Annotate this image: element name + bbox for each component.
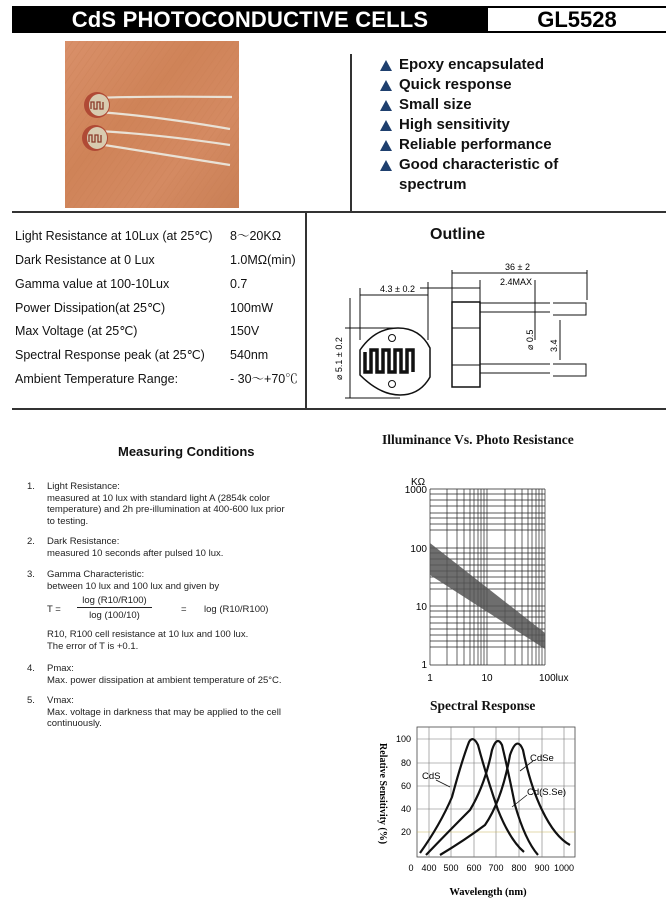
spec-row: [15, 273, 305, 295]
spec-label: Light Resistance at 10Lux (at 25℃): [15, 229, 213, 243]
item-number: 4.: [27, 663, 35, 674]
feature-item: [380, 95, 660, 115]
spec-value: 100mW: [230, 301, 274, 315]
spec-label: Spectral Response peak (at 25℃): [15, 348, 205, 362]
feature-item: [380, 55, 660, 75]
formula-note: The error of T is +0.1.: [47, 640, 139, 652]
item-number: 3.: [27, 569, 35, 580]
x-tick: 800: [511, 863, 527, 873]
outline-title: Outline: [430, 226, 486, 243]
spec-row: [15, 344, 305, 366]
x-tick: 600: [466, 863, 482, 873]
measuring-conditions-list: [27, 481, 327, 741]
feature-text: Quick response: [399, 76, 512, 93]
x-tick: 400: [421, 863, 437, 873]
feature-text: High sensitivity: [399, 116, 510, 133]
title-banner: CdS PHOTOCONDUCTIVE CELLS: [12, 6, 488, 33]
formula-denominator: log (100/10): [89, 610, 140, 621]
cds-label: CdS: [422, 771, 441, 782]
spectral-chart: [370, 715, 590, 900]
gamma-formula: [47, 595, 307, 625]
measuring-conditions-title: Measuring Conditions: [118, 444, 255, 459]
cdsse-label: Cd(S.Se): [527, 787, 567, 798]
spec-value: 150V: [230, 324, 260, 338]
product-photo: [65, 41, 239, 208]
condition-heading: Gamma Characteristic:: [47, 569, 145, 580]
illuminance-chart-title: Illuminance Vs. Photo Resistance: [382, 432, 574, 447]
y-tick: 80: [400, 758, 411, 768]
cdse-label: CdSe: [530, 753, 554, 764]
spec-label: Ambient Temperature Range:: [15, 372, 179, 386]
condition-text: Max. voltage in darkness that may be applied to the cell: [47, 706, 281, 718]
spec-row: [15, 297, 305, 319]
spec-value: 540nm: [230, 348, 269, 362]
condition-heading: Dark Resistance:: [47, 536, 120, 547]
y-unit: KΩ: [411, 477, 426, 488]
condition-text: Max. power dissipation at ambient temperature of 25°C.: [47, 674, 282, 686]
item-number: 5.: [27, 695, 35, 706]
y-tick: 100: [410, 544, 427, 555]
x-tick: 10: [481, 673, 493, 684]
outline-drawing: [320, 262, 660, 400]
x-tick: 900: [534, 863, 550, 873]
condition-heading: Pmax:: [47, 663, 74, 674]
formula-rhs: log (R10/R100): [204, 604, 269, 615]
spec-value: - 30～+70℃: [230, 372, 298, 386]
triangle-bullet-icon: [380, 140, 392, 151]
x-tick: 100lux: [539, 673, 569, 684]
spec-value: 0.7: [230, 277, 248, 291]
section-divider-bottom: [12, 408, 666, 410]
formula-lhs: T =: [47, 604, 61, 615]
spec-value: 8～20KΩ: [230, 229, 282, 243]
triangle-bullet-icon: [380, 60, 392, 71]
dim-width: 4.3 ± 0.2: [380, 284, 415, 294]
item-number: 1.: [27, 481, 35, 492]
y-tick: 20: [400, 827, 411, 837]
feature-text: Reliable performance: [399, 136, 552, 153]
feature-text: Small size: [399, 96, 472, 113]
x-axis-label: Wavelength (nm): [449, 887, 527, 898]
model-number: GL5528: [488, 6, 666, 33]
x-tick: 500: [443, 863, 459, 873]
feature-item: [380, 155, 660, 175]
condition-text: measured at 10 lux with standard light A (2854k color: [47, 492, 270, 504]
spec-value: 1.0MΩ(min): [230, 253, 296, 267]
dim-diameter: ⌀ 5.1 ± 0.2: [334, 337, 344, 380]
dim-length: 36 ± 2: [505, 262, 530, 272]
formula-notes: [47, 629, 317, 652]
spec-divider: [305, 212, 307, 408]
feature-item: [380, 75, 660, 95]
formula-note: R10, R100 cell resistance at 10 lux and 100 lux.: [47, 629, 249, 640]
condition-text: continuously.: [47, 718, 102, 729]
section-divider-top: [12, 211, 666, 213]
y-tick: 40: [400, 804, 411, 814]
y-tick: 60: [400, 781, 411, 791]
spec-label: Gamma value at 100-10Lux: [15, 277, 170, 291]
spectral-chart-title: Spectral Response: [430, 698, 536, 713]
triangle-bullet-icon: [380, 120, 392, 131]
condition-text: measured 10 seconds after pulsed 10 lux.: [47, 547, 224, 559]
x-tick: 700: [488, 863, 504, 873]
spec-label: Power Dissipation(at 25℃): [15, 301, 166, 315]
feature-item-continued: [380, 175, 660, 195]
formula-numerator: log (R10/R100): [77, 595, 152, 608]
x-tick: 1000: [553, 863, 575, 873]
triangle-bullet-icon: [380, 80, 392, 91]
feature-text: Good characteristic of: [399, 156, 559, 173]
y-tick: 100: [395, 734, 411, 744]
feature-list: [380, 55, 660, 195]
dim-height: 2.4MAX: [500, 277, 533, 287]
feature-text: spectrum: [399, 176, 467, 193]
condition-text: temperature) and 2h pre-illumination at 400-600 lux prior: [47, 504, 285, 515]
dim-lead-diameter: ⌀ 0.5: [525, 329, 535, 350]
condition-text: to testing.: [47, 515, 89, 527]
feature-divider: [350, 54, 352, 212]
spec-row: [15, 225, 305, 247]
spec-row: [15, 320, 305, 342]
dim-pitch: 3.4: [549, 339, 559, 352]
item-number: 2.: [27, 536, 35, 547]
spec-label: Dark Resistance at 0 Lux: [15, 253, 155, 267]
y-tick: 10: [415, 602, 427, 613]
x-tick: 1: [427, 673, 433, 684]
spec-label: Max Voltage (at 25℃): [15, 324, 138, 338]
condition-text: between 10 lux and 100 lux and given by: [47, 580, 220, 592]
y-axis-label: Relative Sensitivity (%): [377, 743, 388, 845]
triangle-bullet-icon: [380, 100, 392, 111]
triangle-bullet-icon: [380, 160, 392, 171]
feature-text: Epoxy encapsulated: [399, 56, 545, 73]
formula-equals: =: [181, 604, 187, 615]
x-tick: 0: [408, 863, 414, 873]
illuminance-chart: [395, 465, 575, 690]
y-tick: 1: [421, 660, 427, 671]
y-tick: 1000: [404, 485, 427, 496]
feature-item: [380, 135, 660, 155]
feature-item: [380, 115, 660, 135]
condition-heading: Light Resistance:: [47, 481, 120, 492]
condition-heading: Vmax:: [47, 695, 74, 706]
spec-row: [15, 249, 305, 271]
spec-row: [15, 368, 305, 390]
